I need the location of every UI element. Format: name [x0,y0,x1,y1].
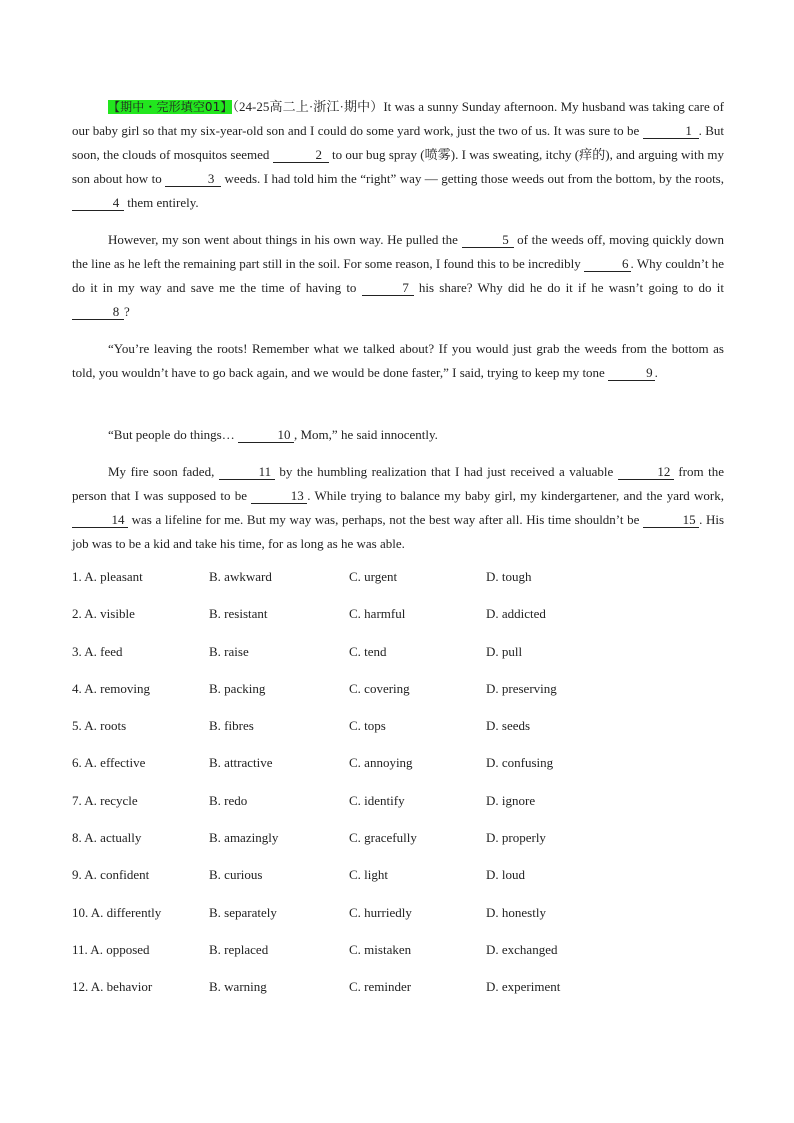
option-d: D. properly [486,830,546,846]
option-b: B. attractive [209,755,273,771]
passage-text: , Mom,” he said innocently. [294,427,438,442]
option-a: 9. A. confident [72,867,150,883]
option-d: D. experiment [486,979,561,995]
option-d: D. tough [486,569,532,584]
option-c: C. annoying [349,755,413,771]
passage-text: was a lifeline for me. But my way was, perhaps, not the best way after all. His time shouldn’t be [128,512,644,527]
passage-paragraph-4 [72,423,724,447]
question-tag: 【期中・完形填空01】 [108,100,233,114]
option-row [72,942,724,979]
option-c: C. urgent [349,569,398,584]
blank-8: 8 [72,305,124,320]
passage-text: . But soon, the clouds of mosquitos seemed [72,123,724,162]
option-d: D. honestly [486,904,546,920]
passage-text: to our bug spray (喷雾). I was sweating, itchy (痒的), and arguing with my son about how to [72,147,724,186]
options-list [72,569,724,1017]
option-row [72,569,724,606]
option-b: B. warning [209,979,267,995]
passage-paragraph-1 [72,95,724,215]
passage-text: them entirely. [124,195,199,210]
option-a: 1. A. pleasant [72,569,143,584]
option-row [72,793,724,830]
option-b: B. separately [209,904,277,920]
blank-3: 3 [165,172,221,187]
option-a: 6. A. effective [72,755,146,771]
option-b: B. curious [209,867,263,883]
passage-text: weeds. I had told him the “right” way — getting those weeds out from the bottom, by the roots, [221,171,724,186]
option-d: D. addicted [486,606,546,622]
passage-text: My fire soon faded, [108,464,219,479]
option-row [72,979,724,1016]
blank-4: 4 [72,196,124,211]
blank-14: 14 [72,513,128,528]
passage-text: ? [124,304,130,319]
option-row [72,755,724,792]
passage-text: his share? Why did he do it if he wasn’t going to do it [413,280,724,295]
option-a: 10. A. differently [72,904,162,920]
option-d: D. exchanged [486,941,558,957]
blank-15: 15 [643,513,699,528]
passage-text: by the humbling realization that I had just received a valuable [274,464,618,479]
option-d: D. pull [486,643,523,659]
option-d: D. confusing [486,755,554,771]
option-c: C. tops [349,718,386,734]
option-b: B. amazingly [209,830,279,846]
passage-text: . [654,365,658,380]
blank-12: 12 [618,465,674,480]
option-row [72,606,724,643]
passage-text: “But people do things… [108,427,238,442]
option-c: C. covering [349,680,410,696]
option-b: B. resistant [209,606,268,622]
blank-10: 10 [238,428,294,443]
option-b: B. raise [209,643,249,659]
passage-text: of the weeds off, moving quickly down the line as he left the remaining part still in the soil. For some reason, I found this to be incredibly [72,232,724,271]
option-d: D. ignore [486,792,536,808]
option-a: 5. A. roots [72,718,127,734]
passage-text: . His job was to be a kid and take his time, for as long as he was able. [72,512,725,551]
option-d: D. seeds [486,718,531,734]
option-a: 4. A. removing [72,680,150,696]
option-c: C. harmful [349,606,406,622]
option-a: 12. A. behavior [72,979,153,995]
option-row [72,867,724,904]
option-d: D. loud [486,867,525,883]
option-row [72,830,724,867]
option-a: 11. A. opposed [72,941,150,957]
passage-text: It was a sunny Sunday afternoon. My husband was taking care of our baby girl so that my six-year-old son and I could do some yard work, just the two of us. It was sure to be [72,99,724,138]
option-row [72,644,724,681]
option-c: C. identify [349,792,405,808]
option-a: 3. A. feed [72,643,123,659]
option-c: C. mistaken [349,941,412,957]
question-source: （24-25高二上·浙江·期中） [232,99,384,114]
option-c: C. tend [349,643,387,659]
passage-paragraph-5 [72,460,724,556]
option-b: B. redo [209,792,248,808]
passage-paragraph-3 [72,337,724,385]
option-a: 7. A. recycle [72,792,138,808]
option-row [72,718,724,755]
option-a: 2. A. visible [72,606,135,622]
option-b: B. awkward [209,569,272,584]
blank-9: 9 [608,366,655,381]
blank-1: 1 [643,124,699,139]
option-row [72,681,724,718]
blank-5: 5 [462,233,514,248]
passage-text: . Why couldn’t he do it in my way and save me the time of having to [72,256,724,295]
passage-paragraph-2 [72,228,724,324]
passage-text: “You’re leaving the roots! Remember what we talked about? If you would just grab the weeds from the bottom as told, you wouldn’t have to go back again, and we would be done faster,” I said, trying to keep my tone [72,341,724,380]
option-c: C. gracefully [349,830,417,846]
option-d: D. preserving [486,680,557,696]
option-b: B. packing [209,680,266,696]
option-c: C. hurriedly [349,904,412,920]
blank-13: 13 [251,489,307,504]
option-c: C. light [349,867,389,883]
blank-2: 2 [273,148,329,163]
passage-text: . While trying to balance my baby girl, my kindergartener, and the yard work, [307,488,725,503]
blank-6: 6 [584,257,631,272]
passage-text: However, my son went about things in his own way. He pulled the [108,232,462,247]
option-c: C. reminder [349,979,412,995]
blank-7: 7 [362,281,414,296]
option-row [72,905,724,942]
option-b: B. replaced [209,941,269,957]
option-b: B. fibres [209,718,254,734]
blank-11: 11 [219,465,275,480]
option-a: 8. A. actually [72,830,142,846]
passage-text: from the person that I was supposed to be [72,464,724,503]
